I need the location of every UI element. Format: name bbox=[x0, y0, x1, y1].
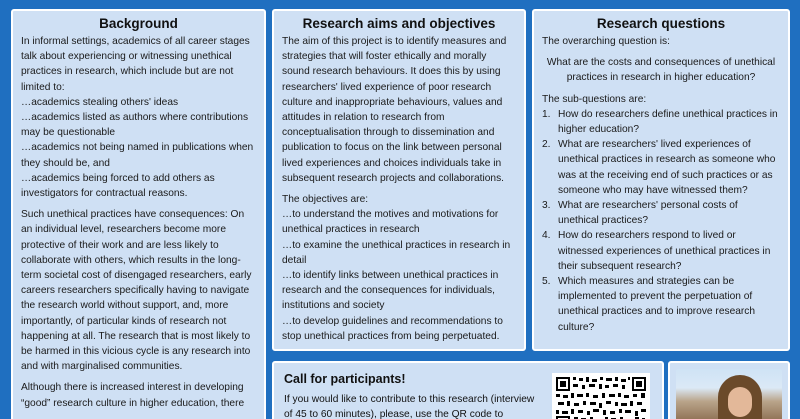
objective-item: …to develop guidelines and recommendations to stop unethical practices from being perpetuated. bbox=[282, 315, 503, 342]
subquestion-item: 5. Which measures and strategies can be implemented to prevent the perpetuation of unethical practices and to improve research culture? bbox=[542, 276, 756, 333]
aims-panel bbox=[272, 9, 526, 351]
subquestion-item: 2. What are researchers' lived experiences of unethical practices in research as someone who was at the receiving end of such practices or as someone who may have witnessed them? bbox=[542, 139, 776, 196]
researcher-photo-panel bbox=[668, 361, 790, 419]
researcher-photo bbox=[676, 369, 782, 419]
subquestions-list bbox=[542, 107, 780, 335]
background-intro: In informal settings, academics of all career stages talk about experiencing or witnessing unethical practices in research, which include but are not limited to: bbox=[21, 36, 250, 93]
call-panel bbox=[272, 361, 664, 419]
background-consequences: Such unethical practices have consequences: On an individual level, researchers become more protective of their work and are less likely to collaborate with others, which results in the long-term societal cost of disengaged researchers, early careers researchers specifically having to navigate the research world without support, and, more importantly, of particular kinds of research not happening at all. The research that is most likely to be harmed in this vicious cycle is any research into and with marginalised communities. bbox=[21, 209, 252, 373]
questions-panel bbox=[532, 9, 790, 351]
call-text: If you would like to contribute to this research (interview of 45 to 60 minutes), please, use the QR code to bbox=[284, 394, 535, 419]
qr-code-icon bbox=[555, 376, 647, 419]
qr-code[interactable] bbox=[552, 373, 650, 419]
objective-item: …to identify links between unethical practices in research and the consequences for individuals, institutions and society bbox=[282, 270, 499, 312]
subquestions-intro: The sub-questions are: bbox=[542, 93, 647, 105]
background-item: …academics being forced to add others as investigators for contractual reasons. bbox=[21, 172, 215, 200]
subquestion-item: 4. How do researchers respond to lived or witnessed experiences of unethical practices in their subsequent research? bbox=[542, 230, 771, 272]
objective-item: …to examine the unethical practices in research in detail bbox=[282, 239, 511, 266]
background-title: Background bbox=[99, 16, 178, 31]
call-title: Call for participants! bbox=[284, 372, 406, 386]
background-item: …academics not being named in publications when they should be, and bbox=[21, 142, 254, 169]
background-item: …academics stealing others' ideas bbox=[21, 96, 179, 108]
subquestion-item: 3. What are researchers' personal costs of unethical practices? bbox=[542, 200, 738, 227]
overarching-intro: The overarching question is: bbox=[542, 36, 670, 47]
background-panel bbox=[11, 9, 266, 419]
background-item: …academics listed as authors where contributions may be questionable bbox=[21, 112, 249, 139]
overarching-question: What are the costs and consequences of unethical practices in research in higher education? bbox=[546, 57, 776, 84]
questions-title: Research questions bbox=[596, 16, 726, 31]
subquestion-item: 1. How do researchers define unethical practices in higher education? bbox=[542, 108, 778, 136]
objective-item: …to understand the motives and motivations for unethical practices in research bbox=[282, 209, 499, 236]
background-tail: Although there is increased interest in developing “good” research culture in higher education, there bbox=[21, 382, 245, 409]
objectives-intro: The objectives are: bbox=[282, 194, 369, 206]
aims-title: Research aims and objectives bbox=[302, 16, 496, 31]
aims-text: The aim of this project is to identify measures and strategies that will foster ethically and morally sound research behaviours. It does this by using researchers' lived experience of poor research culture and inappropriate behaviours, values and attitudes in relation to research from conceptualisation through to dissemination and publication to focus on the link between personal lived experiences and choices individuals take in subsequent research projects and collaborations. bbox=[282, 36, 507, 184]
